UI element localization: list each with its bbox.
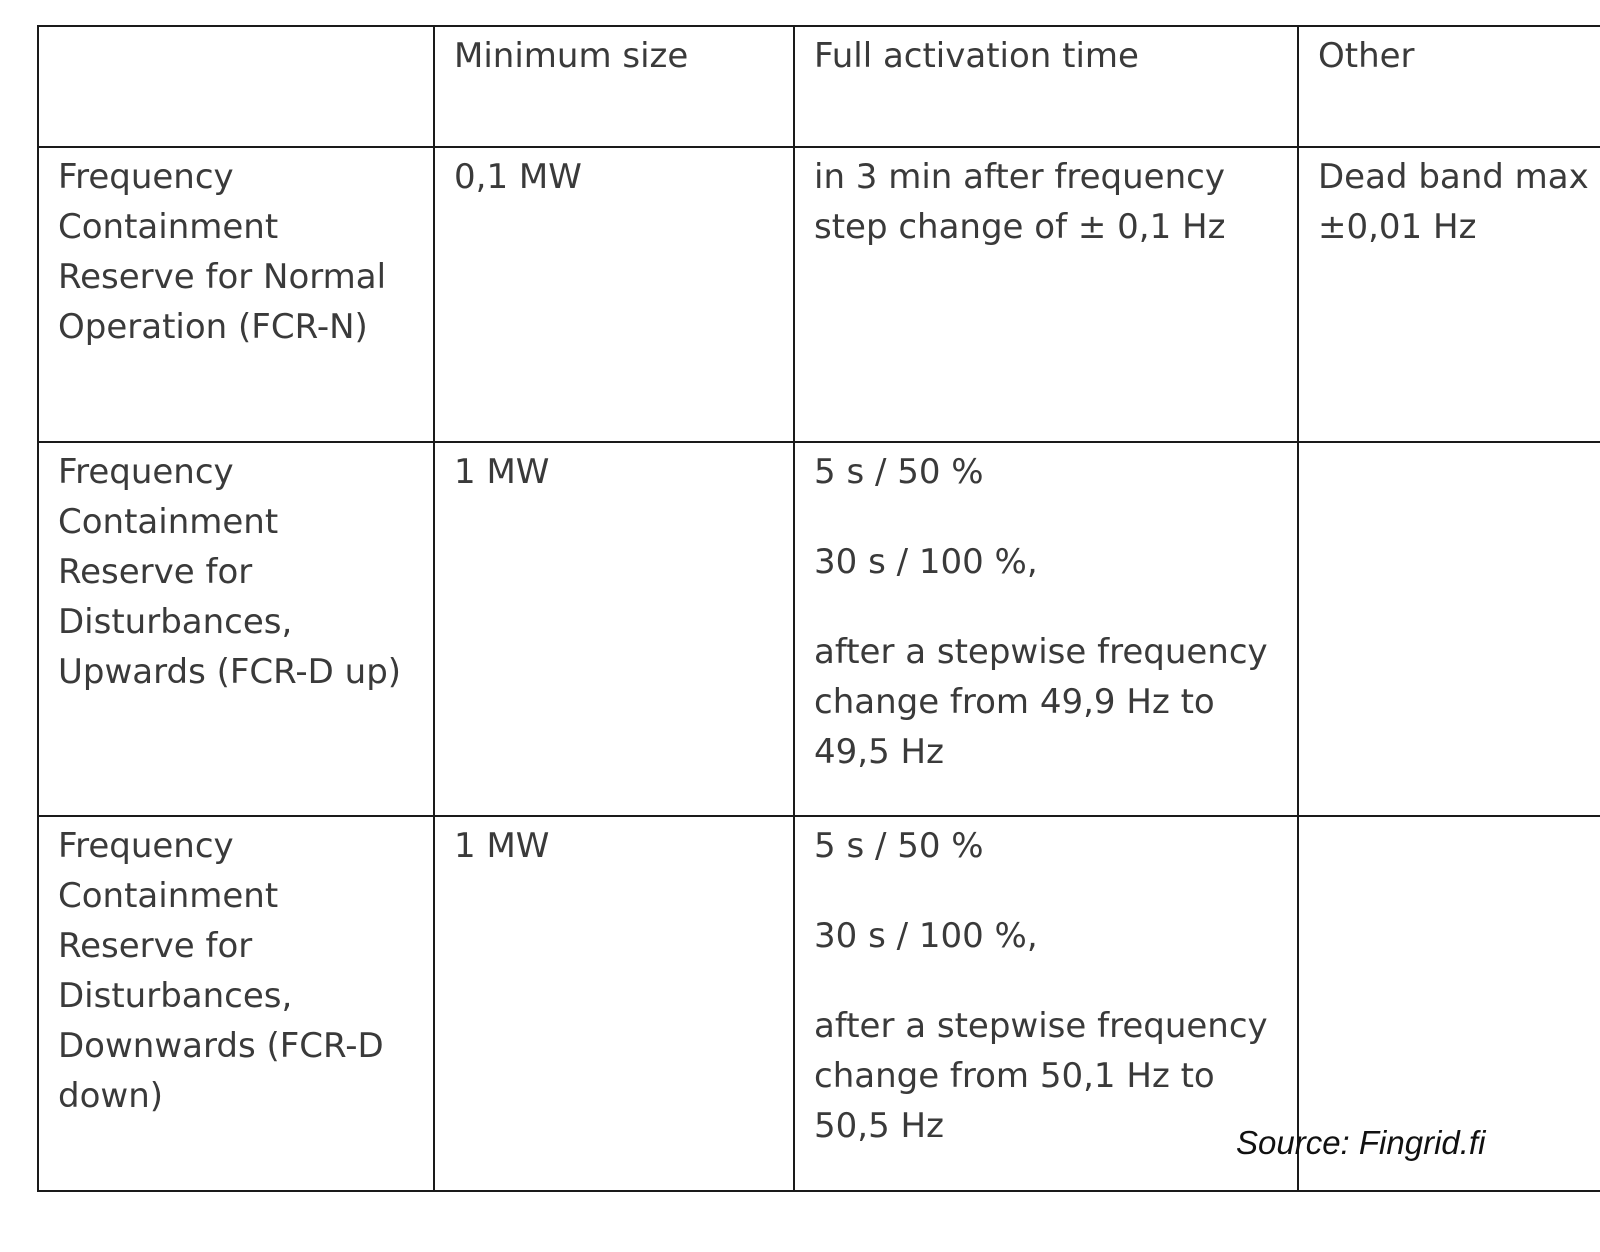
activation-text: after a stepwise frequency change from 50,1 Hz to 50,5 Hz [814, 1006, 1268, 1146]
minimum-size-cell: 0,1 MW [434, 147, 794, 442]
header-full-activation-time: Full activation time [794, 26, 1298, 147]
table-row [38, 147, 1600, 442]
activation-time-cell [794, 442, 1298, 816]
activation-time-cell [794, 147, 1298, 442]
header-other: Other [1298, 26, 1600, 147]
activation-text: in 3 min after frequency step change of ± 0,1 Hz [814, 157, 1226, 247]
minimum-size-cell: 1 MW [434, 816, 794, 1191]
header-minimum-size: Minimum size [434, 26, 794, 147]
reserve-name-cell: Frequency Containment Reserve for Disturbances, Upwards (FCR-D up) [38, 442, 434, 816]
reserve-requirements-table [37, 25, 1600, 1192]
source-caption: Source: Fingrid.fi [1236, 1124, 1486, 1161]
table-row [38, 442, 1600, 816]
reserve-name-cell: Frequency Containment Reserve for Normal Operation (FCR-N) [38, 147, 434, 442]
activation-text: after a stepwise frequency change from 49,9 Hz to 49,5 Hz [814, 632, 1268, 772]
activation-time-cell [794, 816, 1298, 1191]
activation-text: 30 s / 100 %, [814, 916, 1038, 956]
other-cell: Dead band max ±0,01 Hz [1298, 147, 1600, 442]
activation-text: 30 s / 100 %, [814, 542, 1038, 582]
activation-text: 5 s / 50 % [814, 452, 984, 492]
other-cell [1298, 442, 1600, 816]
table-header-row [38, 26, 1600, 147]
header-cell-empty [38, 26, 434, 147]
activation-text: 5 s / 50 % [814, 826, 984, 866]
minimum-size-cell: 1 MW [434, 442, 794, 816]
reserve-name-cell: Frequency Containment Reserve for Disturbances, Downwards (FCR-D down) [38, 816, 434, 1191]
